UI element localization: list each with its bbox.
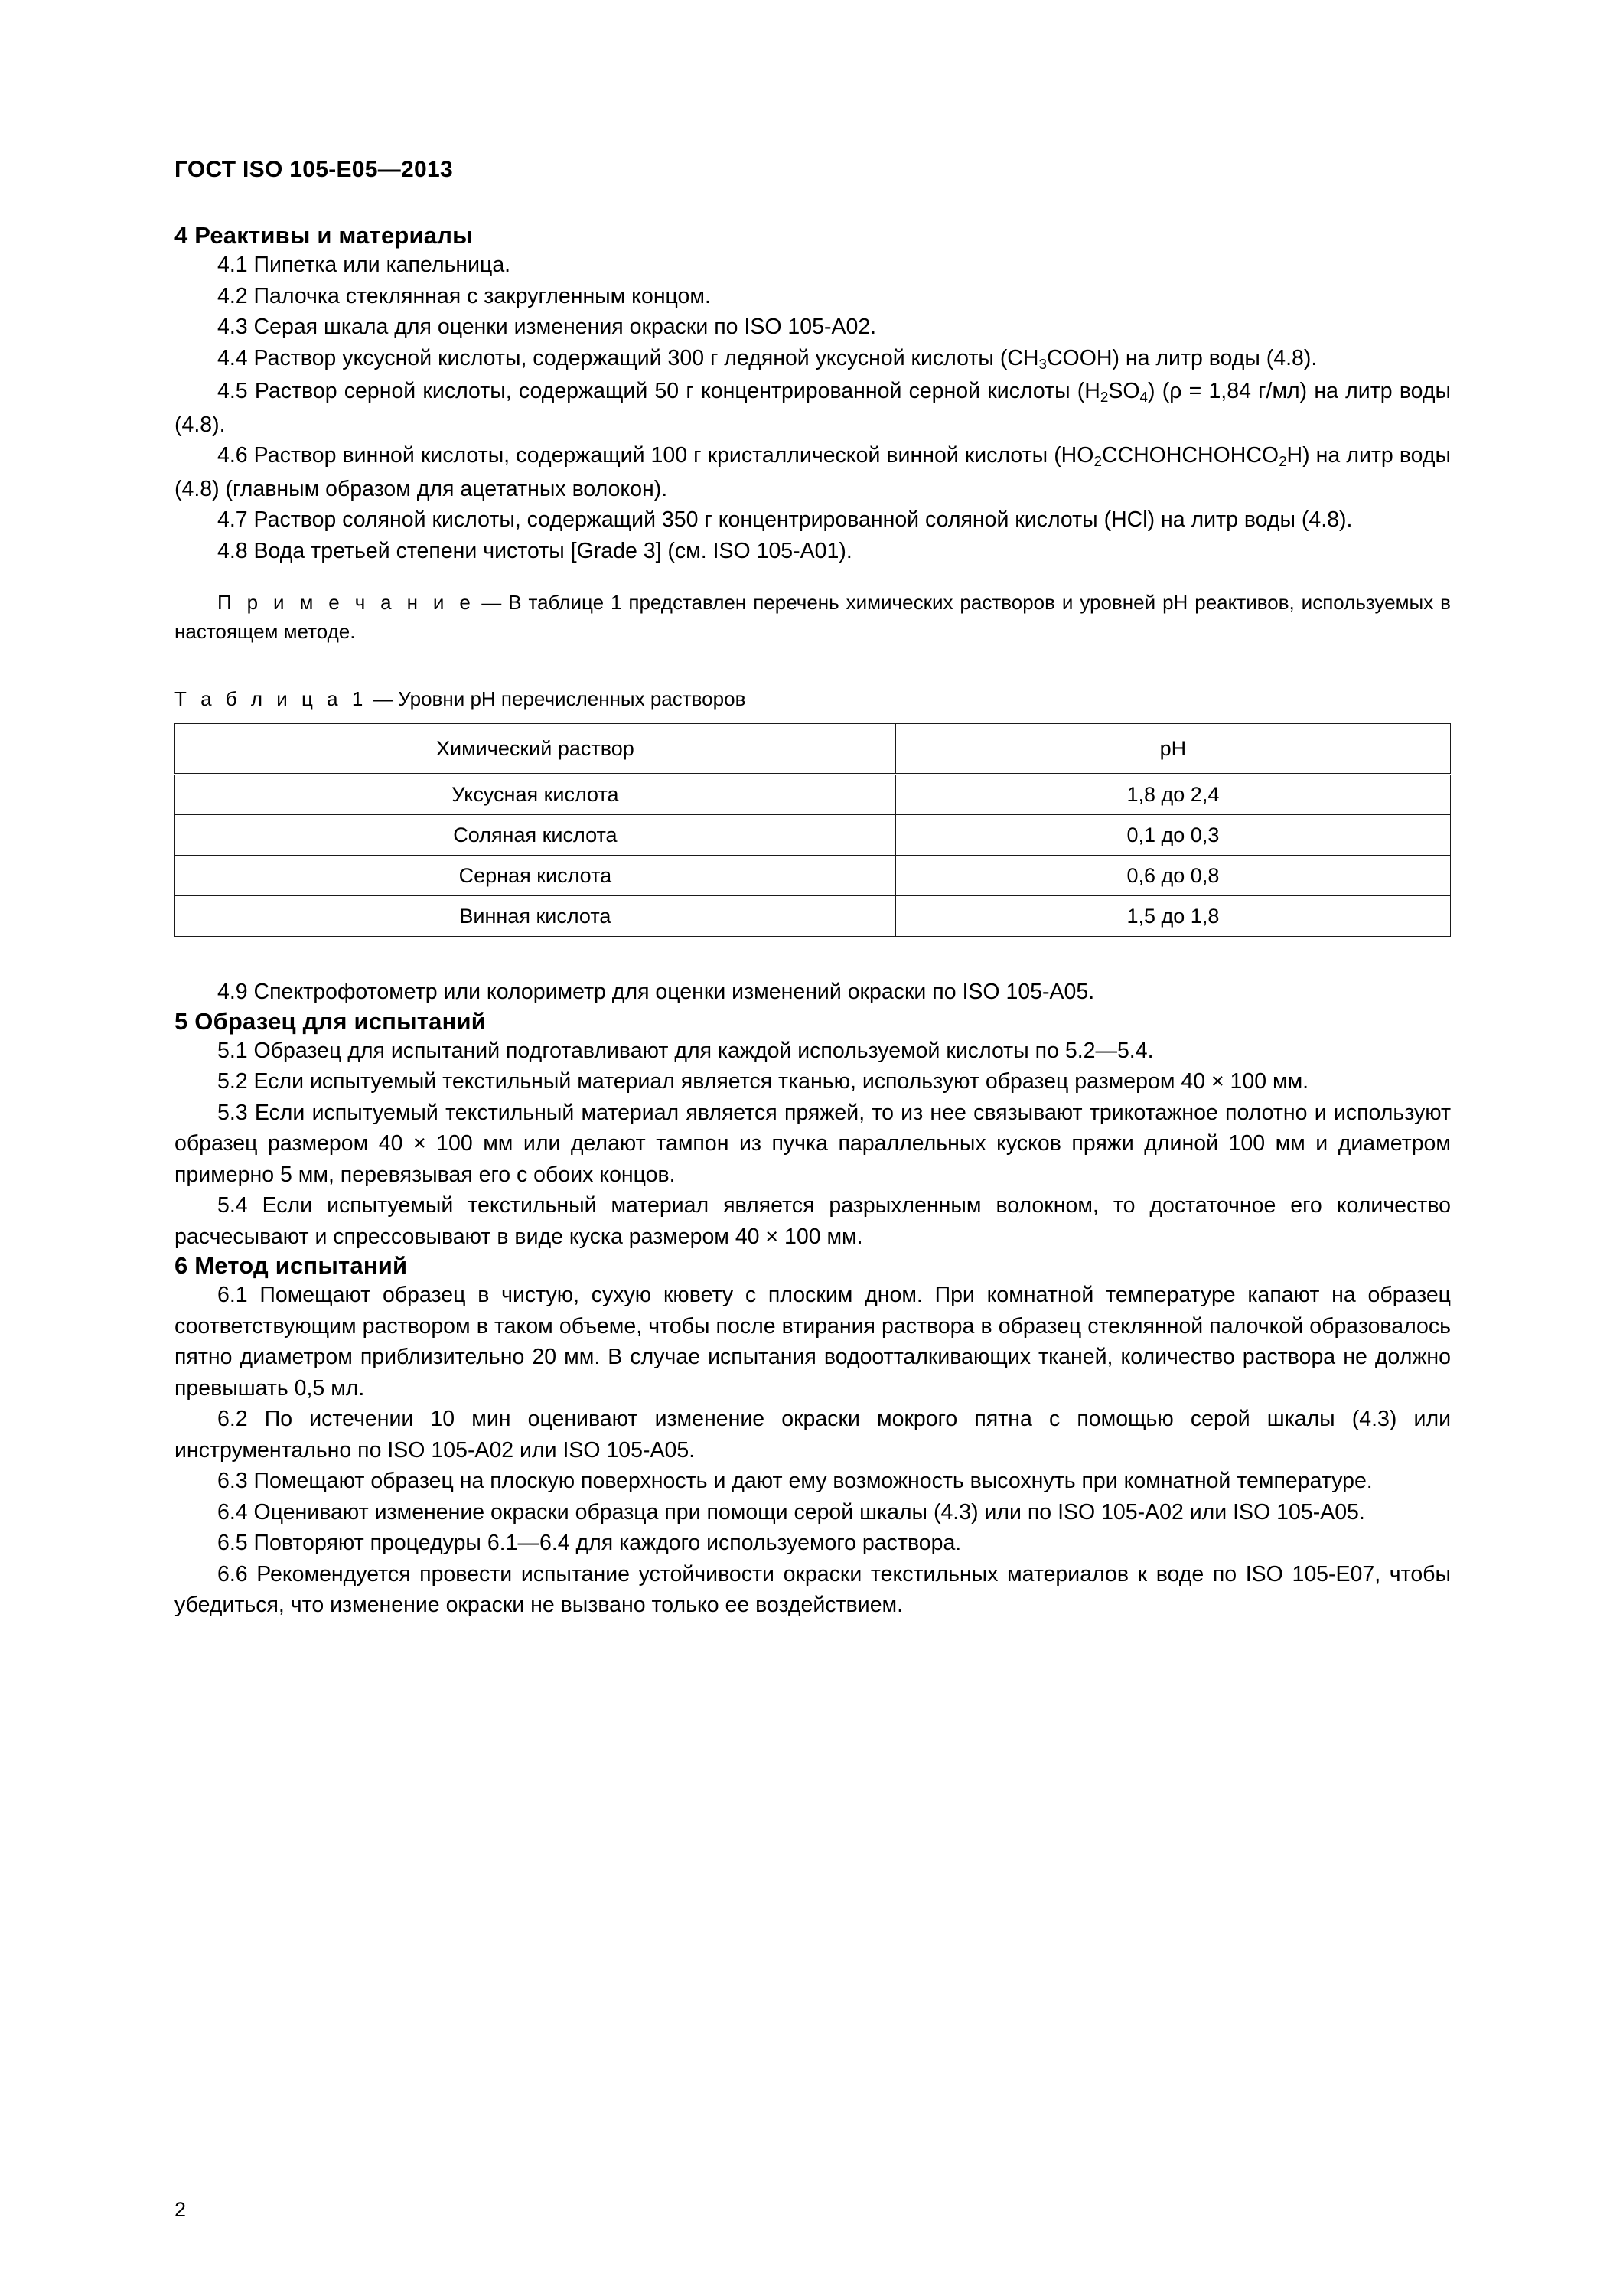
note-text: В таблице 1 представлен перечень химических растворов и уровней pH реактивов, используемых в настоящем методе. bbox=[174, 591, 1451, 643]
table-row bbox=[175, 856, 1451, 896]
table-1-caption-text: Уровни pH перечисленных растворов bbox=[398, 687, 746, 710]
clause-5-2: 5.2 Если испытуемый текстильный материал является тканью, используют образец размером 40 × 100 мм. bbox=[217, 1069, 1309, 1094]
table-cell-solution: Соляная кислота bbox=[175, 815, 896, 856]
table-1-caption bbox=[174, 687, 1451, 711]
clause-4-1: 4.1 Пипетка или капельница. bbox=[217, 253, 511, 277]
clause-4-4-text-b: COOH) на литр воды (4.8). bbox=[1046, 345, 1318, 370]
clause-5-3: 5.3 Если испытуемый текстильный материал является пряжей, то из нее связывают трикотажное полотно и используют образец размером 40 × 100 мм или делают тампон из пучка параллельных кусков пряжи длиной 100 мм и диаметром примерно 5 мм, перевязывая его с обоих концов. bbox=[174, 1100, 1451, 1187]
clause-6-5: 6.5 Повторяют процедуры 6.1—6.4 для каждого используемого раствора. bbox=[217, 1531, 962, 1555]
table-header-cell-solution: Химический раствор bbox=[175, 724, 896, 775]
table-header-row bbox=[175, 724, 1451, 775]
clause-4-2: 4.2 Палочка стеклянная с закругленным концом. bbox=[217, 283, 711, 308]
table-cell-solution: Винная кислота bbox=[175, 896, 896, 937]
table-cell-ph: 1,5 до 1,8 bbox=[895, 896, 1450, 937]
note-label: П р и м е ч а н и е bbox=[217, 591, 475, 614]
clause-4-6-text-a: 4.6 Раствор винной кислоты, содержащий 100 г кристаллической винной кислоты (HO bbox=[217, 443, 1094, 468]
note-block bbox=[174, 588, 1451, 646]
table-cell-solution: Уксусная кислота bbox=[175, 775, 896, 815]
clause-6-1: 6.1 Помещают образец в чистую, сухую кювету с плоским дном. При комнатной температуре капают на образец соответствующим раствором в таком объеме, чтобы после втирания раствора в образец стеклянной палочкой образовалось пятно диаметром приблизительно 20 мм. В случае испытания водоотталкивающих тканей, количество раствора не должно превышать 0,5 мл. bbox=[174, 1283, 1451, 1401]
clause-4-5-subscript-1: 2 bbox=[1100, 389, 1109, 406]
clause-4-6-text-b: H) на литр воды (4.8) (главным образом для ацетатных волокон). bbox=[174, 443, 1451, 501]
clause-4-5-subscript-2: 4 bbox=[1139, 389, 1148, 406]
table-row bbox=[175, 775, 1451, 815]
table-header-cell-ph: pH bbox=[895, 724, 1450, 775]
clause-4-6-subscript-2: 2 bbox=[1279, 453, 1287, 470]
page-content bbox=[174, 222, 1451, 1621]
clause-4-6 bbox=[174, 440, 1451, 504]
note-dash: — bbox=[474, 591, 509, 614]
clause-4-7: 4.7 Раствор соляной кислоты, содержащий 350 г концентрированной соляной кислоты (HCl) на литр воды (4.8). bbox=[217, 507, 1353, 532]
clause-6-3: 6.3 Помещают образец на плоскую поверхность и дают ему возможность высохнуть при комнатной температуре. bbox=[217, 1469, 1373, 1493]
clause-4-4 bbox=[174, 343, 1451, 377]
clause-4-3: 4.3 Серая шкала для оценки изменения окраски по ISO 105-A02. bbox=[217, 315, 877, 339]
table-1-caption-dash: — bbox=[367, 687, 399, 710]
table-cell-ph: 0,1 до 0,3 bbox=[895, 815, 1450, 856]
table-cell-ph: 0,6 до 0,8 bbox=[895, 856, 1450, 896]
section-4-title: 4 Реактивы и материалы bbox=[174, 222, 473, 249]
clause-6-4: 6.4 Оценивают изменение окраски образца при помощи серой шкалы (4.3) или по ISO 105-A02 или ISO 105-A05. bbox=[217, 1499, 1365, 1525]
section-6-title: 6 Метод испытаний bbox=[174, 1252, 408, 1279]
page-number: 2 bbox=[174, 2198, 187, 2221]
running-header-standard-code: ГОСТ ISO 105-E05—2013 bbox=[174, 157, 453, 182]
clause-4-8: 4.8 Вода третьей степени чистоты [Grade 3] (см. ISO 105-A01). bbox=[217, 538, 852, 563]
clause-4-4-subscript: 3 bbox=[1038, 355, 1047, 372]
clause-4-4-text-a: 4.4 Раствор уксусной кислоты, содержащий 300 г ледяной уксусной кислоты (CH bbox=[217, 345, 1039, 370]
table-row bbox=[175, 815, 1451, 856]
clause-5-4: 5.4 Если испытуемый текстильный материал является разрыхленным волокном, то достаточное его количество расчесывают и спрессовывают в виде куска размером 40 × 100 мм. bbox=[174, 1193, 1451, 1249]
clause-6-6: 6.6 Рекомендуется провести испытание устойчивости окраски текстильных материалов к воде по ISO 105-E07, чтобы убедиться, что изменение окраски не вызвано только ее воздействием. bbox=[174, 1561, 1451, 1617]
clause-4-5-text-mid: SO bbox=[1108, 379, 1140, 403]
clause-4-6-text-mid: CCHOHCHOHCO bbox=[1101, 443, 1279, 468]
table-cell-solution: Серная кислота bbox=[175, 856, 896, 896]
clause-4-6-subscript-1: 2 bbox=[1093, 453, 1102, 470]
section-5-title: 5 Образец для испытаний bbox=[174, 1007, 487, 1035]
clause-4-5 bbox=[174, 376, 1451, 440]
clause-5-1: 5.1 Образец для испытаний подготавливают для каждой используемой кислоты по 5.2—5.4. bbox=[217, 1038, 1154, 1063]
table-cell-ph: 1,8 до 2,4 bbox=[895, 775, 1450, 815]
table-row bbox=[175, 896, 1451, 937]
clause-4-5-text-b: ) (ρ = 1,84 г/мл) на литр воды (4.8). bbox=[174, 379, 1451, 437]
clause-4-5-text-a: 4.5 Раствор серной кислоты, содержащий 50 г концентрированной серной кислоты (H bbox=[217, 379, 1100, 403]
clause-6-2: 6.2 По истечении 10 мин оценивают изменение окраски мокрого пятна с помощью серой шкалы (4.3) или инструментально по ISO 105-A02 или ISO 105-A05. bbox=[174, 1407, 1451, 1463]
table-ph-levels bbox=[174, 723, 1451, 937]
table-1-caption-label: Т а б л и ц а 1 bbox=[174, 687, 367, 710]
clause-4-9: 4.9 Спектрофотометр или колориметр для оценки изменений окраски по ISO 105-A05. bbox=[217, 980, 1095, 1004]
